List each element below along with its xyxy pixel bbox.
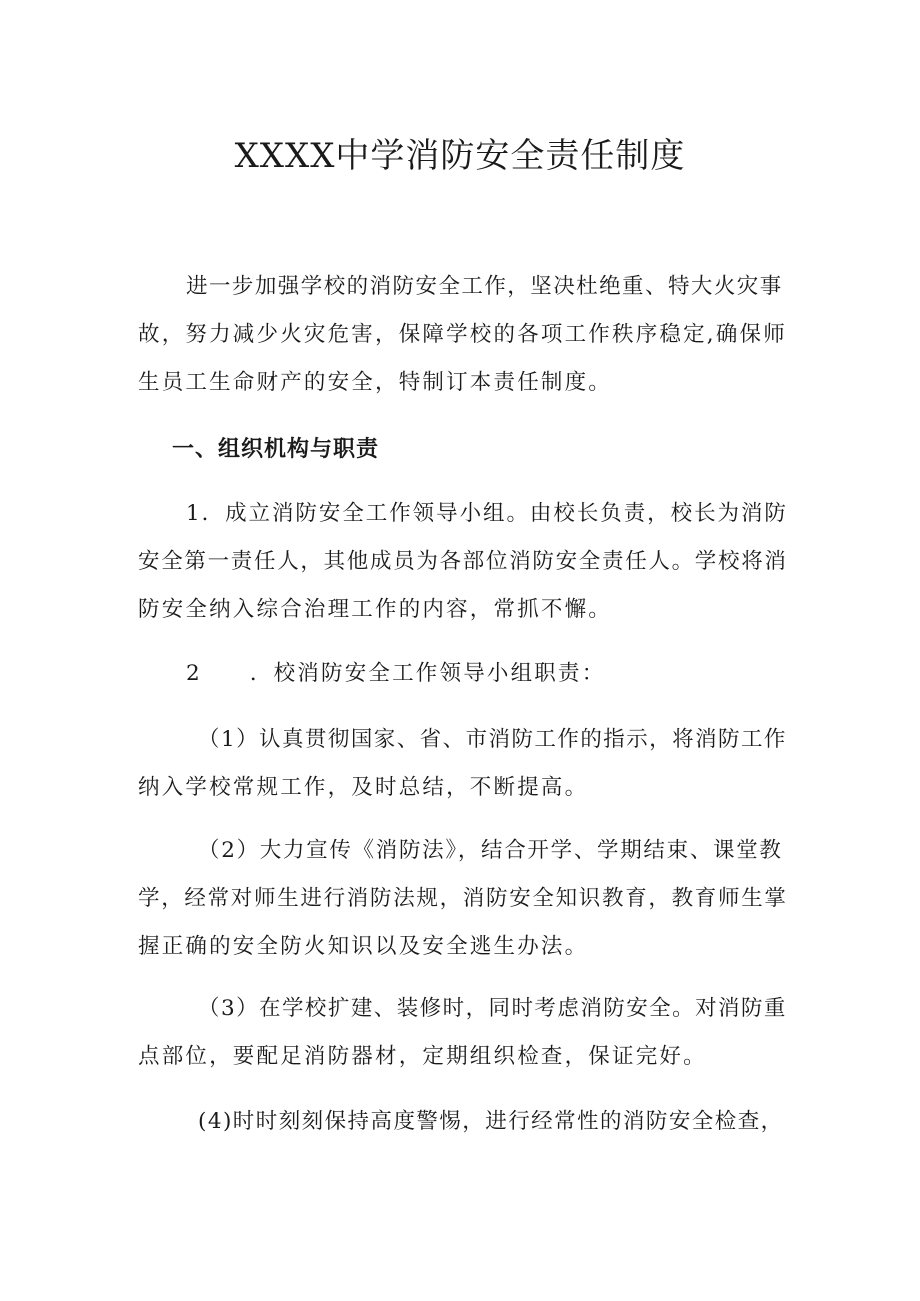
intro-line-2: 故，努力减少火灾危害，保障学校的各项工作秩序稳定,确保师 [138,322,787,347]
sub-item-2-line-1: （2）大力宣传《消防法》，结合开学、学期结束、课堂教 [198,838,783,863]
item-2-paragraph [138,650,788,698]
sub-item-3-paragraph [138,985,788,1081]
sub-item-2-line-2: 学，经常对师生进行消防法规，消防安全知识教育，教育师生掌 [138,886,788,911]
item-1-line-3: 防安全纳入综合治理工作的内容，常抓不懈。 [138,597,613,622]
item-1-line-1: 1．成立消防安全工作领导小组。由校长负责，校长为消防 [186,501,788,526]
sub-item-2-paragraph [138,827,788,971]
sub-item-3-line-1: （3）在学校扩建、装修时，同时考虑消防安全。对消防重 [198,996,787,1021]
sub-item-1-line-2: 纳入学校常规工作，及时总结，不断提高。 [138,775,589,800]
document-title: XXXX中学消防安全责任制度 [234,136,686,176]
item-1-line-2: 安全第一责任人，其他成员为各部位消防安全责任人。学校将消 [138,549,788,574]
item-1-paragraph [138,490,788,634]
intro-paragraph [138,263,788,407]
sub-item-1-line-1: （1）认真贯彻国家、省、市消防工作的指示，将消防工作 [198,727,787,752]
section-heading-organization: 一、组织机构与职责 [172,437,380,462]
item-2-text: ．校消防安全工作领导小组职责： [249,661,606,686]
intro-line-3: 生员工生命财产的安全，特制订本责任制度。 [138,370,613,395]
item-2-line [138,650,788,698]
item-2-number: 2 [186,661,202,686]
sub-item-1-paragraph [138,716,788,812]
sub-item-3-line-2: 点部位，要配足消防器材，定期组织检查，保证完好。 [138,1044,707,1069]
sub-item-2-line-3: 握正确的安全防火知识以及安全逃生办法。 [138,934,589,959]
intro-line-1: 进一步加强学校的消防安全工作，坚决杜绝重、特大火灾事 [186,274,783,299]
sub-item-4-paragraph [138,1098,788,1146]
sub-item-4-line-1: (4)时时刻刻保持高度警惕，进行经常性的消防安全检查， [198,1109,784,1134]
